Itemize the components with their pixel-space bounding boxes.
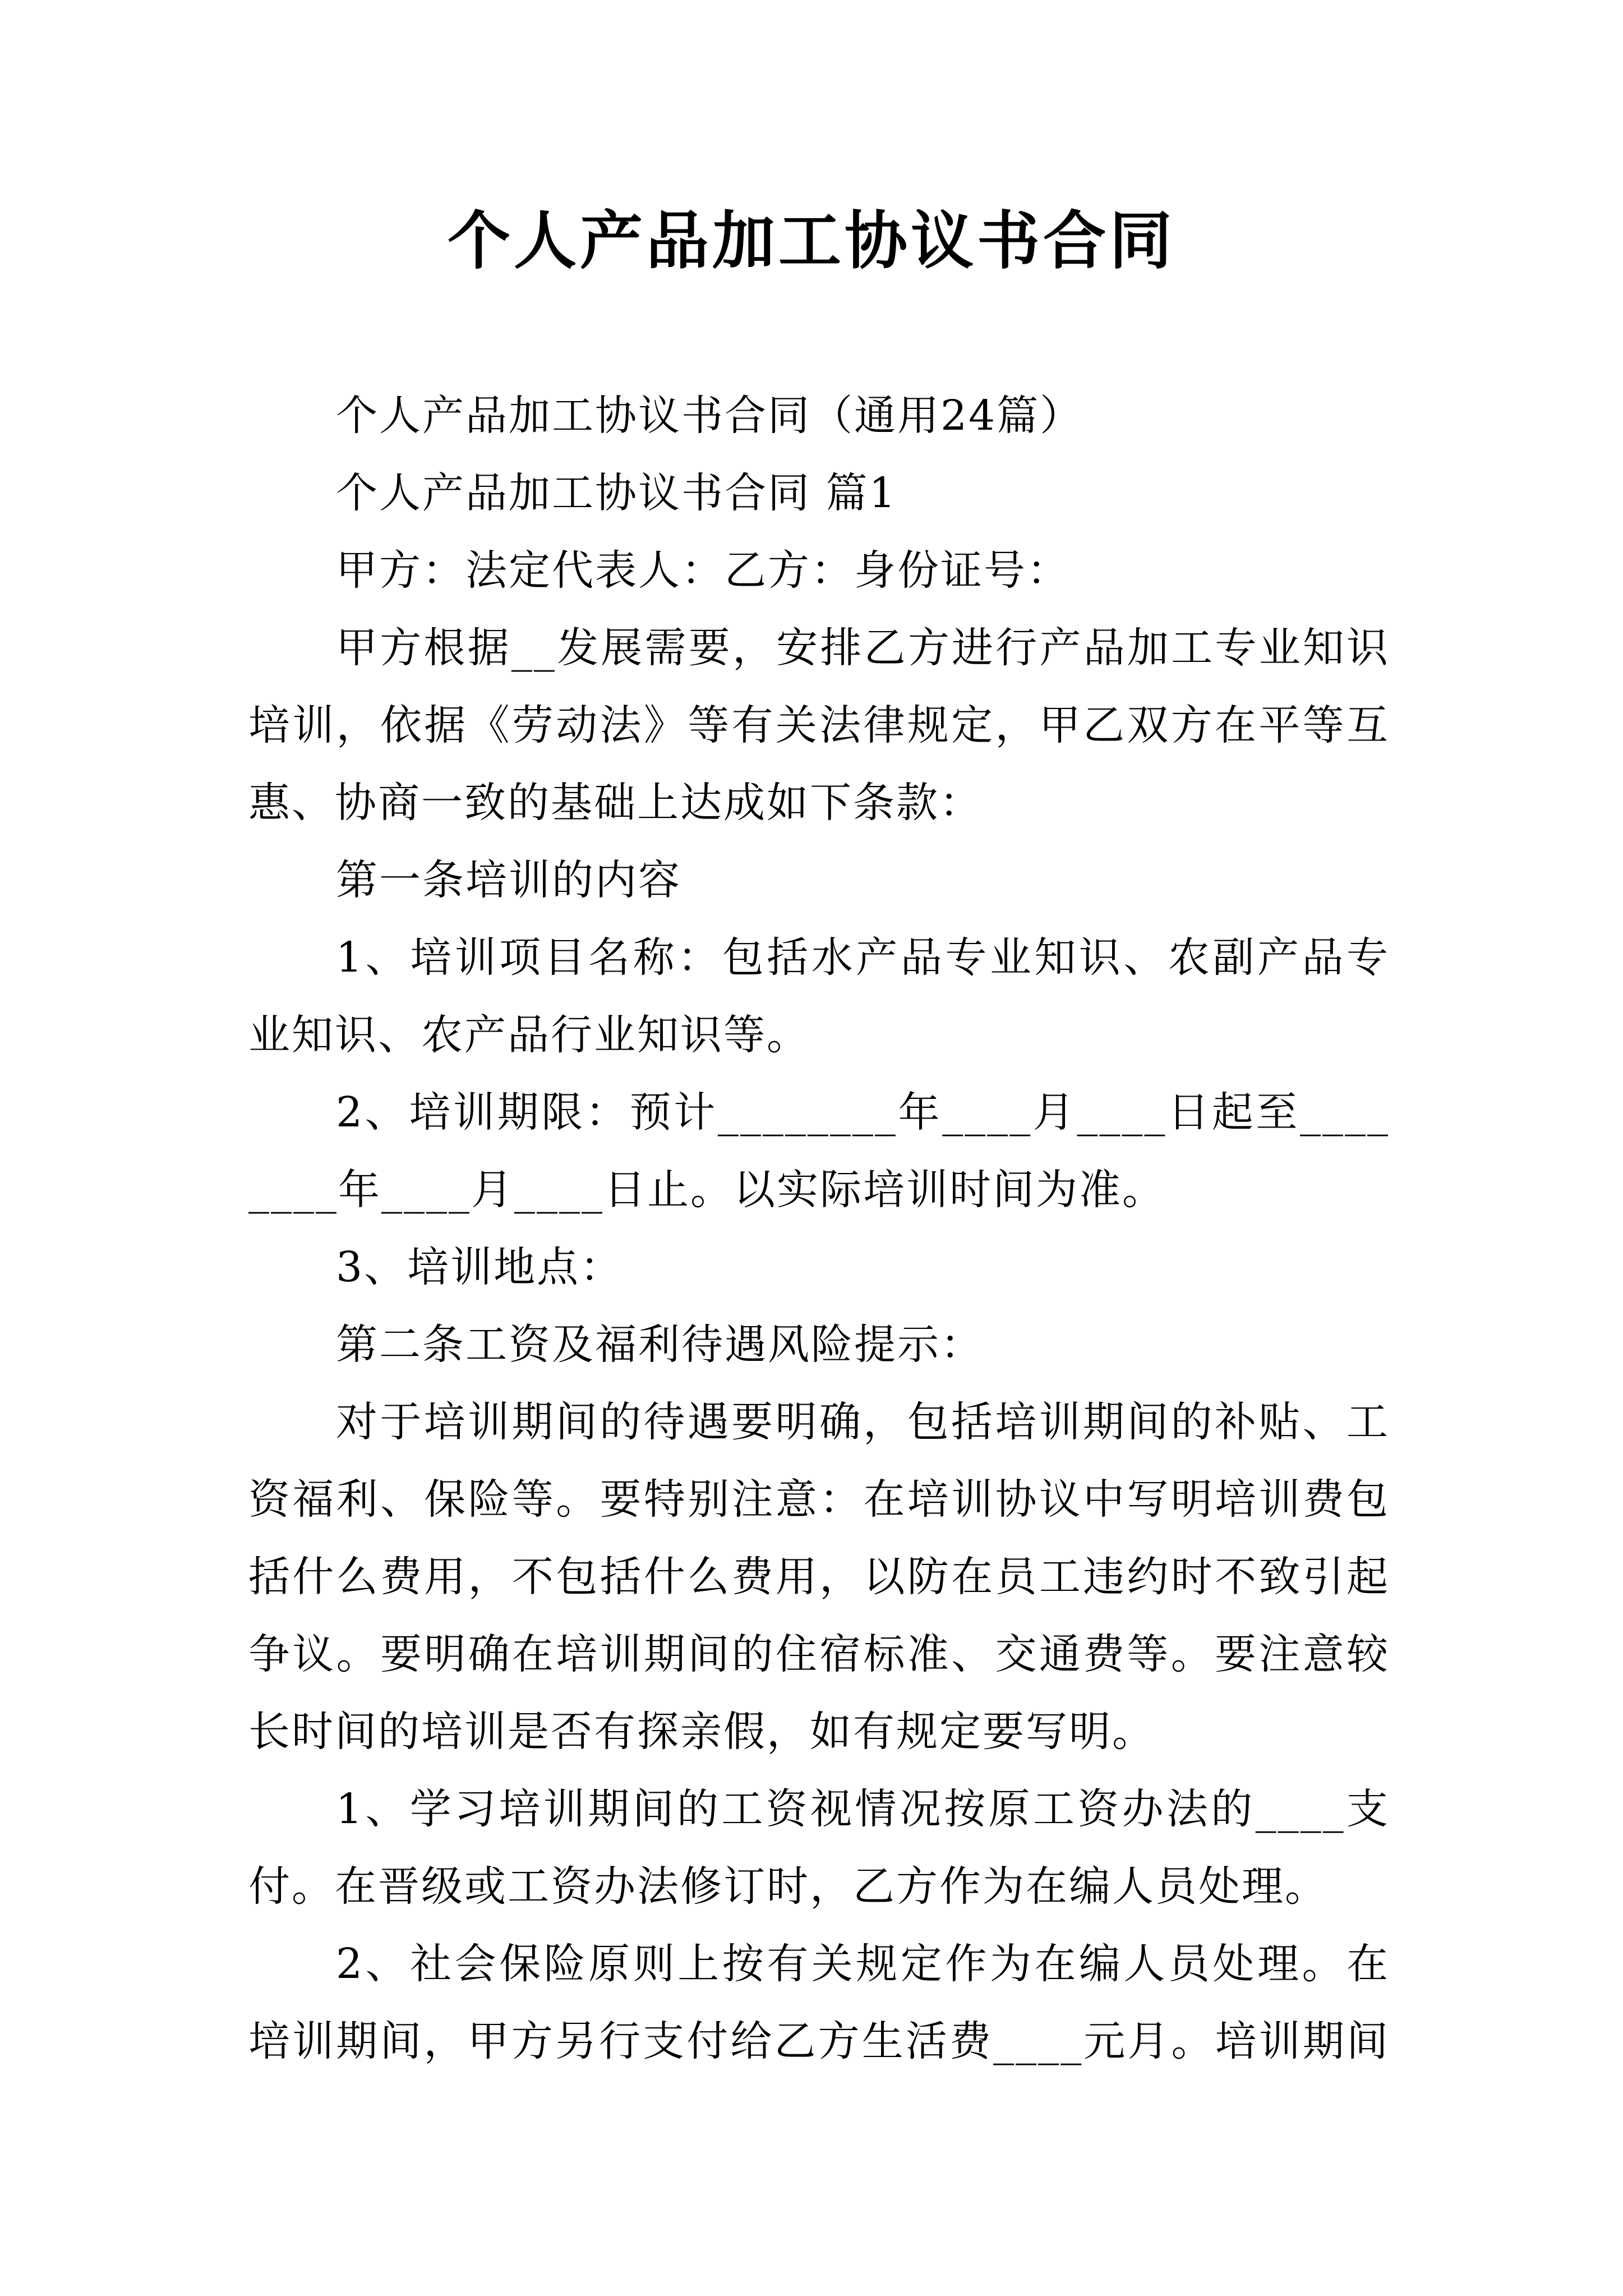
paragraph-preamble: 甲方根据__发展需要，安排乙方进行产品加工专业知识培训，依据《劳动法》等有关法律规定，甲乙双方在平等互惠、协商一致的基础上达成如下条款： [248,624,1390,827]
paragraph-training-period: 2、培训期限：预计________年____月____日起至________年____月____日止。以实际培训时间为准。 [248,1088,1390,1214]
paragraph-social-insurance: 2、社会保险原则上按有关规定作为在编人员处理。在培训期间，甲方另行支付给乙方生活费____元月。培训期间 [248,1940,1390,2065]
paragraph-salary: 1、学习培训期间的工资视情况按原工资办法的____支付。在晋级或工资办法修订时，乙方作为在编人员处理。 [248,1785,1390,1911]
paragraph-article-1-heading: 第一条培训的内容 [336,856,681,904]
paragraph-training-location: 3、培训地点： [336,1243,624,1291]
paragraph-section-heading: 个人产品加工协议书合同 篇1 [336,469,897,517]
paragraph-risk-note: 对于培训期间的待遇要明确，包括培训期间的补贴、工资福利、保险等。要特别注意：在培训协议中写明培训费包括什么费用，不包括什么费用，以防在员工违约时不致引起争议。要明确在培训期间的住宿标准、交通费等。要注意较长时间的培训是否有探亲假，如有规定要写明。 [248,1398,1390,1756]
paragraph-subtitle: 个人产品加工协议书合同（通用24篇） [336,392,1083,440]
paragraph-training-project: 1、培训项目名称：包括水产品专业知识、农副产品专业知识、农产品行业知识等。 [248,933,1390,1059]
paragraph-parties: 甲方：法定代表人：乙方：身份证号： [336,546,1070,595]
document-body [248,377,1390,2080]
paragraph-article-2-heading: 第二条工资及福利待遇风险提示： [336,1320,984,1369]
document-title: 个人产品加工协议书合同 [448,204,1175,278]
